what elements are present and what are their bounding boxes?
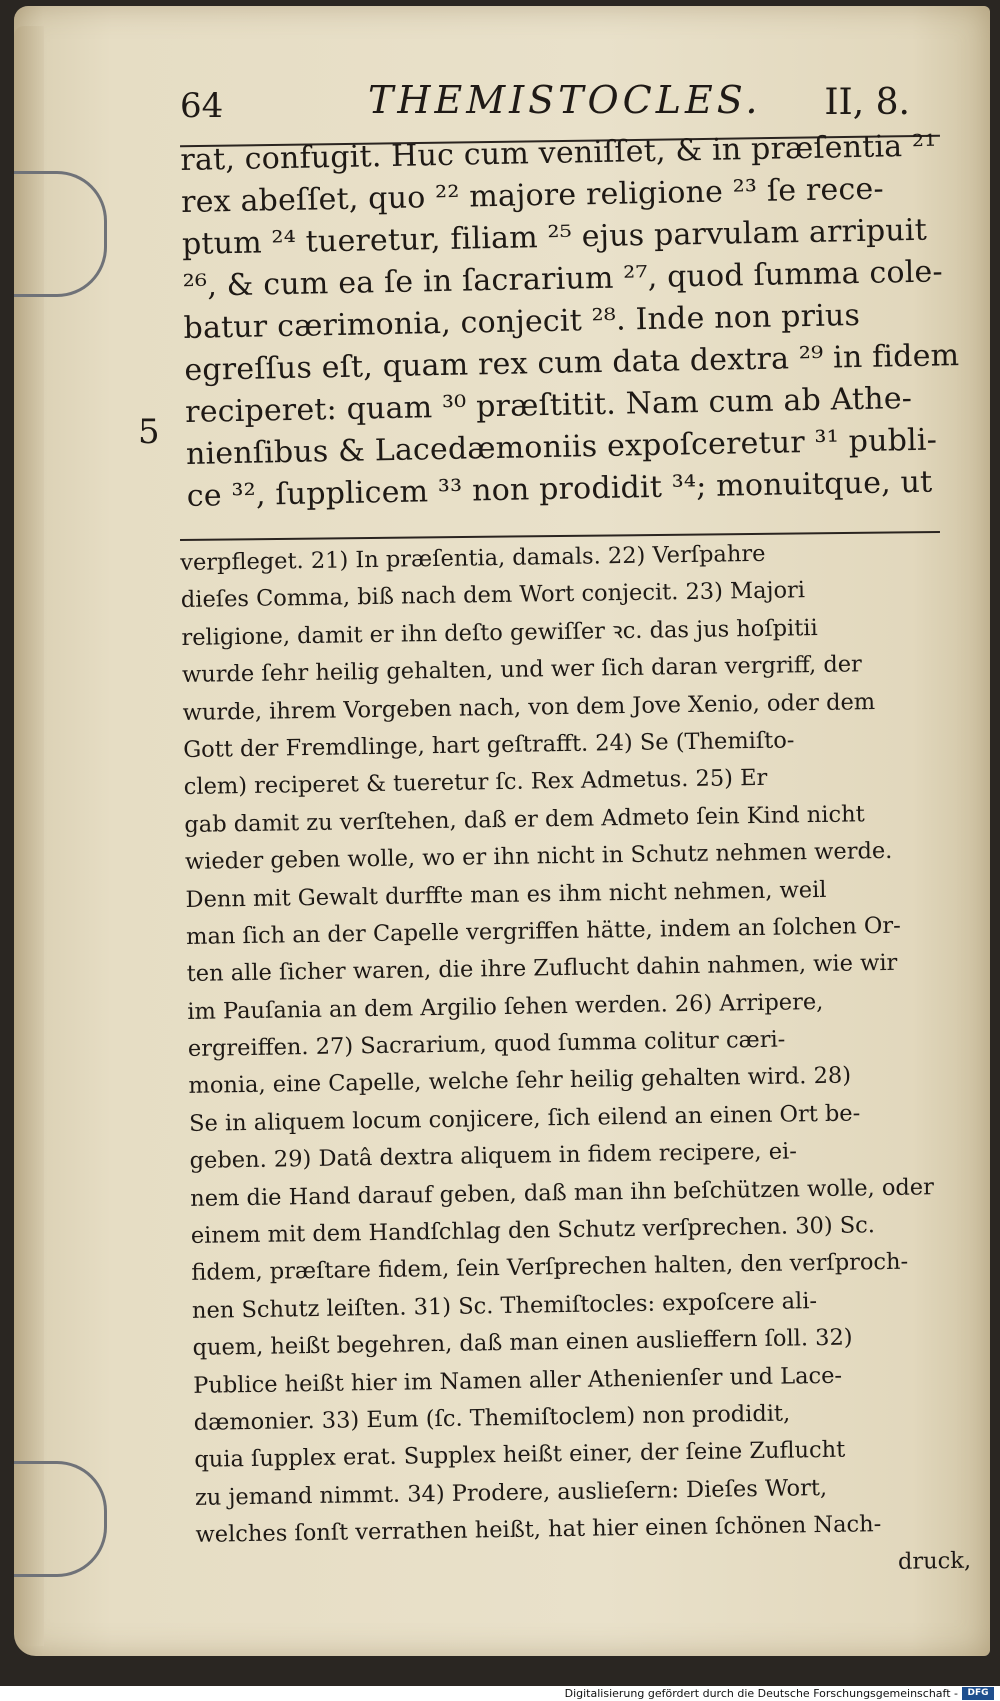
note-line: dieſes Comma, biß nach dem Wort conjecit. 23) Majori — [180, 577, 806, 614]
text-line: ce ³², ſupplicem ³³ non prodidit ³⁴; monuitque, ut — [186, 464, 933, 514]
text-line: nienſibus & Lacedæmoniis expoſceretur ³¹ publi- — [185, 422, 938, 472]
note-line: dæmonier. 33) Eum (ſc. Themiſtoclem) non prodidit, — [193, 1400, 791, 1436]
page-header — [180, 78, 920, 128]
note-line: wurde, ihrem Vorgeben nach, von dem Jove Xenio, oder dem — [182, 688, 876, 726]
text-line: reciperet: quam ³⁰ præſtitit. Nam cum ab Athe- — [184, 380, 913, 430]
note-line: welches ſonſt verrathen heißt, hat hier einen ſchönen Nach- — [195, 1511, 882, 1549]
note-line: ergreiffen. 27) Sacrarium, quod ſumma colitur cæri- — [187, 1026, 786, 1063]
running-title: THEMISTOCLES. — [368, 78, 762, 122]
note-line: gab damit zu verſtehen, daß er dem Admeto ſein Kind nicht — [184, 801, 865, 838]
text-line: batur cærimonia, conjecit ²⁸. Inde non prius — [183, 297, 861, 346]
note-line: quia ſupplex erat. Supplex heißt einer, der ſeine Zuflucht — [194, 1437, 846, 1474]
footnotes-block — [180, 533, 971, 1592]
text-line: egreſſus eſt, quam rex cum data dextra ²⁹ in fidem — [184, 338, 960, 388]
dfg-logo: DFG — [962, 1687, 994, 1700]
text-line: ²⁶, & cum ea ſe in ſacrarium ²⁷, quod ſumma cole- — [182, 254, 944, 304]
note-line: Se in aliquem locum conjicere, ſich eilend an einen Ort be- — [188, 1100, 861, 1137]
note-line: clem) reciperet & tueretur ſc. Rex Admetus. 25) Er — [183, 765, 768, 801]
page-number: 64 — [180, 86, 224, 126]
text-line: ptum ²⁴ tueretur, filiam ²⁵ ejus parvulam arripuit — [181, 212, 928, 262]
section-reference: II, 8. — [824, 82, 910, 123]
text-line: rat, confugit. Huc cum veniſſet, & in præſentia ²¹ — [180, 128, 937, 178]
digitization-credit: Digitalisierung gefördert durch die Deutsche Forschungsgemeinschaft - — [564, 1687, 958, 1700]
paper-clip-top — [14, 171, 107, 297]
note-line: einem mit dem Handſchlag den Schutz verſprechen. 30) Sc. — [190, 1212, 876, 1249]
note-line: Publice heißt hier im Namen aller Athenienſer und Lace- — [192, 1362, 843, 1399]
line-number-marker: 5 — [138, 412, 160, 452]
note-line: Gott der Fremdlinge, hart geſtrafft. 24) Se (Themiſto- — [183, 727, 795, 763]
note-line: quem, heißt begehren, daß man einen auslieffern ſoll. 32) — [192, 1324, 853, 1362]
note-line: nem die Hand darauf geben, daß man ihn beſchützen wolle, oder — [190, 1173, 935, 1212]
note-line: religione, damit er ihn deſto gewiſſer ꝛc. das jus hoſpitii — [181, 614, 818, 651]
note-line: ten alle ſicher waren, die ihre Zuflucht dahin nahmen, wie wir — [186, 950, 898, 988]
note-line: geben. 29) Datâ dextra aliquem in fidem recipere, ei- — [189, 1138, 798, 1175]
note-line: man ſich an der Capelle vergriffen hätte, indem an ſolchen Or- — [185, 912, 901, 950]
note-line: fidem, præſtare fidem, ſein Verſprechen halten, den verſproch- — [191, 1249, 909, 1287]
note-line: monia, eine Capelle, welche ſehr heilig gehalten wird. 28) — [188, 1062, 852, 1100]
text-line: rex abeſſet, quo ²² majore religione ²³ ſe rece- — [180, 171, 885, 220]
note-line: im Pauſania an dem Argilio ſehen werden. 26) Arripere, — [187, 988, 824, 1025]
note-line: wieder geben wolle, wo er ihn nicht in Schutz nehmen werde. — [184, 837, 893, 876]
note-line: zu jemand nimmt. 34) Prodere, auslieſern: Dieſes Wort, — [194, 1474, 828, 1511]
latin-text-block — [180, 125, 960, 518]
note-line: Denn mit Gewalt durffte man es ihm nicht nehmen, weil — [185, 876, 827, 913]
note-line: verpfleget. 21) In præſentia, damals. 22) Verſpahre — [180, 540, 766, 576]
note-line: nen Schutz leiſten. 31) Sc. Themiſtocles: expoſcere ali- — [191, 1287, 818, 1324]
catchword: druck, — [897, 1547, 972, 1575]
paper-clip-bottom — [14, 1461, 107, 1577]
note-line: wurde ſehr heilig gehalten, und wer ſich daran vergriff, der — [181, 651, 863, 689]
